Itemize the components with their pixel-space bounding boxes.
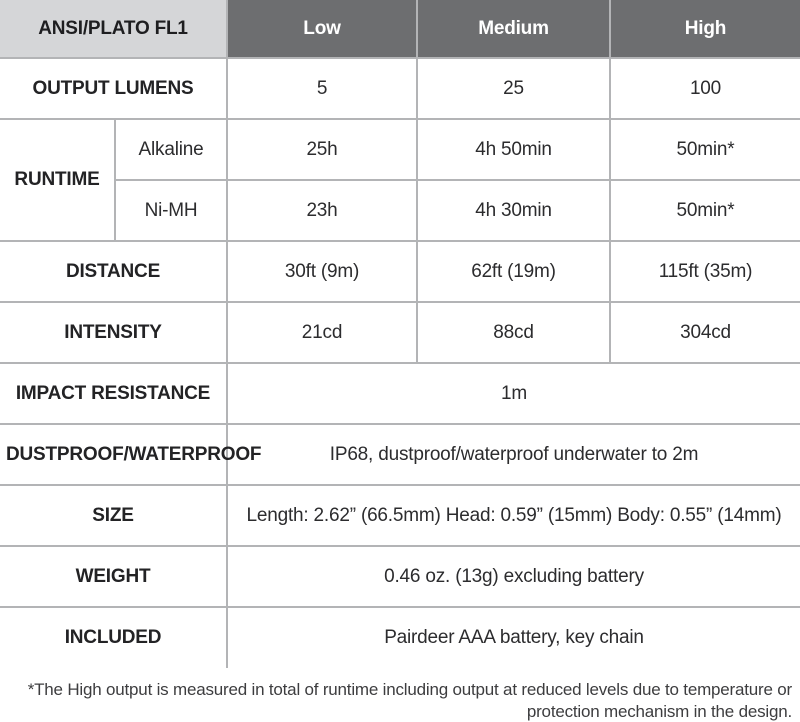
row-label-intensity: INTENSITY bbox=[0, 302, 227, 363]
row-label-dustproof-waterproof: DUSTPROOF/WATERPROOF bbox=[0, 424, 227, 485]
col-header-low: Low bbox=[227, 0, 417, 58]
table-row-distance bbox=[0, 241, 800, 302]
row-label-size: SIZE bbox=[0, 485, 227, 546]
row-label-runtime: RUNTIME bbox=[0, 119, 115, 241]
table-row-size bbox=[0, 485, 800, 546]
distance-high: 115ft (35m) bbox=[610, 241, 800, 302]
footnote-text: *The High output is measured in total of runtime including output at reduced levels due to temperature or protection mechanism in the design. bbox=[27, 680, 792, 722]
col-header-high: High bbox=[610, 0, 800, 58]
intensity-high: 304cd bbox=[610, 302, 800, 363]
intensity-low: 21cd bbox=[227, 302, 417, 363]
distance-medium: 62ft (19m) bbox=[417, 241, 610, 302]
table-row-dustproof-waterproof bbox=[0, 424, 800, 485]
table-row-impact-resistance bbox=[0, 363, 800, 424]
intensity-medium: 88cd bbox=[417, 302, 610, 363]
impact-resistance-value: 1m bbox=[227, 363, 800, 424]
runtime-alkaline-high: 50min* bbox=[610, 119, 800, 180]
table-row-runtime-nimh bbox=[0, 180, 800, 241]
weight-value: 0.46 oz. (13g) excluding battery bbox=[227, 546, 800, 607]
row-label-included: INCLUDED bbox=[0, 607, 227, 668]
included-value: Pairdeer AAA battery, key chain bbox=[227, 607, 800, 668]
runtime-nimh-high: 50min* bbox=[610, 180, 800, 241]
output-lumens-medium: 25 bbox=[417, 58, 610, 119]
runtime-nimh-low: 23h bbox=[227, 180, 417, 241]
size-value: Length: 2.62” (66.5mm) Head: 0.59” (15mm) Body: 0.55” (14mm) bbox=[227, 485, 800, 546]
output-lumens-high: 100 bbox=[610, 58, 800, 119]
row-label-weight: WEIGHT bbox=[0, 546, 227, 607]
row-label-distance: DISTANCE bbox=[0, 241, 227, 302]
output-lumens-low: 5 bbox=[227, 58, 417, 119]
table-row-output-lumens bbox=[0, 58, 800, 119]
table-row-weight bbox=[0, 546, 800, 607]
row-label-output-lumens: OUTPUT LUMENS bbox=[0, 58, 227, 119]
runtime-alkaline-low: 25h bbox=[227, 119, 417, 180]
distance-low: 30ft (9m) bbox=[227, 241, 417, 302]
standard-title: ANSI/PLATO FL1 bbox=[0, 0, 227, 58]
table-row-intensity bbox=[0, 302, 800, 363]
runtime-nimh-medium: 4h 30min bbox=[417, 180, 610, 241]
dustproof-waterproof-value: IP68, dustproof/waterproof underwater to 2m bbox=[227, 424, 800, 485]
row-label-impact-resistance: IMPACT RESISTANCE bbox=[0, 363, 227, 424]
col-header-medium: Medium bbox=[417, 0, 610, 58]
sub-label-alkaline: Alkaline bbox=[115, 119, 227, 180]
table-row-included bbox=[0, 607, 800, 668]
table-row-runtime-alkaline bbox=[0, 119, 800, 180]
header-row bbox=[0, 0, 800, 58]
sub-label-nimh: Ni-MH bbox=[115, 180, 227, 241]
runtime-alkaline-medium: 4h 50min bbox=[417, 119, 610, 180]
